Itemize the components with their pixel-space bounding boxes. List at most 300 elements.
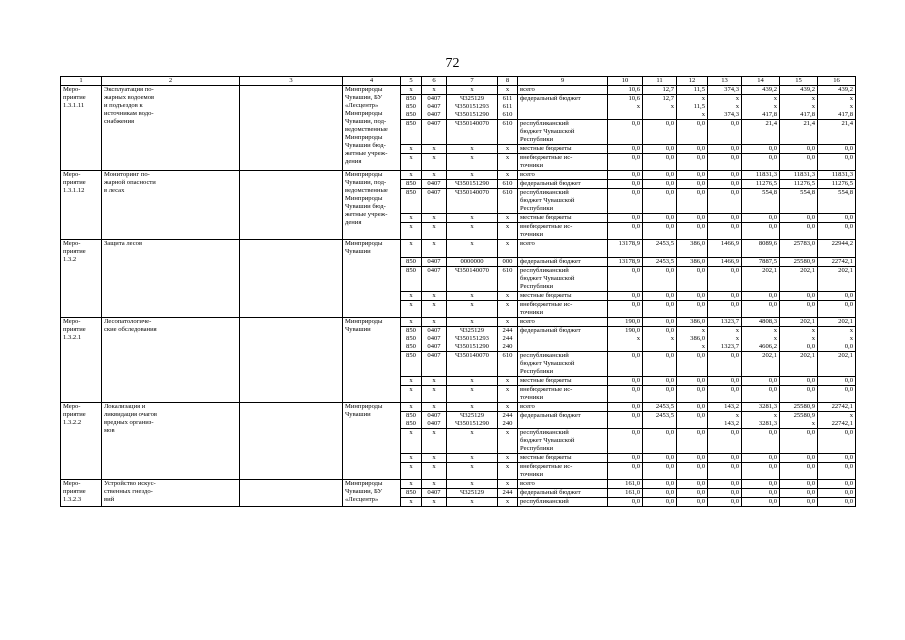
amount-cell: 0,0 <box>818 214 856 223</box>
amount-cell: 0,0 <box>780 214 818 223</box>
amount-cell: 0,0 <box>677 429 708 454</box>
expense-type-cell: x <box>498 429 518 454</box>
amount-cell: 0,0 <box>742 429 780 454</box>
section-code-cell: x <box>422 498 447 507</box>
amount-cell: 0,0 <box>643 120 677 145</box>
amount-cell: 0,0 <box>677 120 708 145</box>
amount-cell: 0,0 <box>780 498 818 507</box>
funding-source-cell: местные бюджеты <box>518 292 608 301</box>
amount-cell: 0,0 <box>780 480 818 489</box>
section-code-cell: 0407 0407 <box>422 412 447 429</box>
amount-cell: 0,0 <box>608 498 643 507</box>
amount-cell: 0,0 <box>818 498 856 507</box>
amount-cell: 0,0 <box>677 386 708 403</box>
amount-cell: 202,1 <box>818 267 856 292</box>
event-name-cell: Мониторинг по- жарной опасности в лесах <box>102 171 240 240</box>
amount-cell: 22742,1 <box>818 258 856 267</box>
amount-cell: 0,0 <box>608 267 643 292</box>
header-cell-2: 2 <box>102 77 240 86</box>
grbs-code-cell: x <box>401 223 422 240</box>
target-article-cell: x <box>447 318 498 327</box>
amount-cell: 7887,5 <box>742 258 780 267</box>
amount-cell: 190,0 x <box>608 327 643 352</box>
expense-type-cell: 610 <box>498 352 518 377</box>
amount-cell: 8089,6 <box>742 240 780 258</box>
target-article-cell: x <box>447 498 498 507</box>
amount-cell: 0,0 <box>818 454 856 463</box>
target-article-cell: x <box>447 454 498 463</box>
amount-cell: 0,0 <box>643 301 677 318</box>
grbs-code-cell: x <box>401 454 422 463</box>
grbs-code-cell: 850 850 <box>401 412 422 429</box>
amount-cell: 0,0 <box>818 145 856 154</box>
header-cell-6: 6 <box>422 77 447 86</box>
table-row <box>61 171 856 180</box>
amount-cell: 439,2 <box>818 86 856 95</box>
amount-cell: 0,0 <box>708 223 742 240</box>
funding-source-cell: местные бюджеты <box>518 214 608 223</box>
amount-cell: 21,4 <box>742 120 780 145</box>
amount-cell: 0,0 <box>708 454 742 463</box>
amount-cell: 0,0 <box>780 429 818 454</box>
amount-cell: 25580,9 <box>780 403 818 412</box>
amount-cell: 11276,5 <box>742 180 780 189</box>
funding-source-cell: внебюджетные ис- точники <box>518 154 608 171</box>
event-code-cell: Меро- приятие 1.3.2 <box>61 240 102 318</box>
amount-cell: 21,4 <box>780 120 818 145</box>
amount-cell: 0,0 <box>818 301 856 318</box>
amount-cell: 0,0 <box>608 214 643 223</box>
amount-cell: 11831,3 <box>742 171 780 180</box>
amount-cell: 0,0 <box>643 498 677 507</box>
section-code-cell: x <box>422 480 447 489</box>
amount-cell: 0,0 <box>608 180 643 189</box>
funding-source-cell: всего <box>518 171 608 180</box>
amount-cell: 0,0 <box>708 154 742 171</box>
amount-cell: 2453,5 <box>643 412 677 429</box>
expense-type-cell: x <box>498 463 518 480</box>
amount-cell: 0,0 <box>818 463 856 480</box>
header-cell-15: 15 <box>780 77 818 86</box>
amount-cell: 386,0 <box>677 318 708 327</box>
amount-cell: 0,0 <box>677 403 708 412</box>
amount-cell: 4808,3 <box>742 318 780 327</box>
executor-cell: Минприроды Чувашии, под- ведомственные Минприроды Чувашии бюд- жетные учреж- дения <box>343 171 401 240</box>
amount-cell: x x 417,8 <box>780 95 818 120</box>
funding-source-cell: внебюджетные ис- точники <box>518 301 608 318</box>
section-code-cell: x <box>422 223 447 240</box>
amount-cell: 13178,9 <box>608 240 643 258</box>
expense-type-cell: x <box>498 301 518 318</box>
funding-source-cell: республиканский бюджет Чувашской Республики <box>518 267 608 292</box>
amount-cell: 0,0 <box>742 214 780 223</box>
grbs-code-cell: 850 <box>401 180 422 189</box>
amount-cell: 0,0 <box>608 429 643 454</box>
amount-cell: 554,8 <box>818 189 856 214</box>
section-code-cell: x <box>422 301 447 318</box>
amount-cell: 0,0 <box>780 223 818 240</box>
amount-cell: 0,0 <box>818 429 856 454</box>
expense-type-cell: 610 <box>498 267 518 292</box>
amount-cell: 0,0 <box>608 352 643 377</box>
section-code-cell: 0407 <box>422 352 447 377</box>
funding-source-cell: всего <box>518 86 608 95</box>
amount-cell: 11,5 <box>677 86 708 95</box>
target-article-cell: x <box>447 386 498 403</box>
amount-cell: 0,0 <box>818 292 856 301</box>
funding-source-cell: республиканский бюджет Чувашской Республики <box>518 352 608 377</box>
grbs-code-cell: x <box>401 498 422 507</box>
section-code-cell: 0407 <box>422 189 447 214</box>
amount-cell: 161,0 <box>608 489 643 498</box>
header-cell-11: 11 <box>643 77 677 86</box>
amount-cell: 25580,9 <box>780 258 818 267</box>
target-article-cell: Ч325129 Ч350151293 Ч350151290 <box>447 95 498 120</box>
page-number: 72 <box>445 56 460 71</box>
amount-cell: 0,0 <box>818 386 856 403</box>
amount-cell: 0,0 <box>608 386 643 403</box>
amount-cell: 11831,3 <box>780 171 818 180</box>
budget-table <box>60 76 856 507</box>
target-article-cell: Ч325129 <box>447 489 498 498</box>
grbs-code-cell: 850 <box>401 267 422 292</box>
section-code-cell: 0407 0407 0407 <box>422 95 447 120</box>
amount-cell: x 386,0 x <box>677 327 708 352</box>
header-cell-9: 9 <box>518 77 608 86</box>
funding-source-cell: всего <box>518 403 608 412</box>
amount-cell: 25783,0 <box>780 240 818 258</box>
funding-source-cell: республиканский бюджет Чувашской Республики <box>518 189 608 214</box>
amount-cell: 0,0 <box>818 154 856 171</box>
funding-source-cell: местные бюджеты <box>518 145 608 154</box>
target-article-cell: x <box>447 86 498 95</box>
table-row <box>61 403 856 412</box>
amount-cell: 10,6 x <box>608 95 643 120</box>
amount-cell: 0,0 <box>780 463 818 480</box>
amount-cell: 0,0 <box>708 145 742 154</box>
amount-cell: 0,0 <box>643 318 677 327</box>
amount-cell: 0,0 <box>677 145 708 154</box>
event-name-cell: Лесопатологиче- ские обследования <box>102 318 240 403</box>
target-article-cell: Ч350151290 <box>447 180 498 189</box>
funding-source-cell: внебюджетные ис- точники <box>518 386 608 403</box>
table-row <box>61 240 856 258</box>
target-article-cell: Ч325129 Ч350151293 Ч350151290 <box>447 327 498 352</box>
amount-cell: 0,0 <box>608 154 643 171</box>
amount-cell: 0,0 <box>780 386 818 403</box>
amount-cell: 0,0 <box>708 171 742 180</box>
section-code-cell: x <box>422 377 447 386</box>
grbs-code-cell: x <box>401 429 422 454</box>
amount-cell: 374,3 <box>708 86 742 95</box>
amount-cell: 0,0 <box>742 154 780 171</box>
funding-source-cell: республиканский <box>518 498 608 507</box>
expense-type-cell: 244 <box>498 489 518 498</box>
amount-cell: 0,0 <box>608 292 643 301</box>
table-row <box>61 480 856 489</box>
amount-cell: 0,0 <box>608 454 643 463</box>
amount-cell: 0,0 <box>677 223 708 240</box>
target-article-cell: x <box>447 223 498 240</box>
section-code-cell: x <box>422 318 447 327</box>
expense-type-cell: x <box>498 154 518 171</box>
funding-source-cell: всего <box>518 318 608 327</box>
amount-cell: 0,0 <box>708 267 742 292</box>
funding-source-cell: внебюджетные ис- точники <box>518 463 608 480</box>
expense-type-cell: 610 <box>498 180 518 189</box>
amount-cell: 0,0 <box>742 386 780 403</box>
amount-cell: 202,1 <box>780 267 818 292</box>
section-code-cell: x <box>422 292 447 301</box>
grbs-code-cell: x <box>401 403 422 412</box>
column-3-cell <box>240 318 343 403</box>
amount-cell: 0,0 <box>742 223 780 240</box>
amount-cell: 202,1 <box>742 352 780 377</box>
grbs-code-cell: 850 <box>401 489 422 498</box>
amount-cell: 0,0 <box>780 489 818 498</box>
expense-type-cell: x <box>498 171 518 180</box>
grbs-code-cell: 850 <box>401 352 422 377</box>
amount-cell: 0,0 <box>708 301 742 318</box>
amount-cell: 0,0 <box>643 171 677 180</box>
target-article-cell: Ч350140070 <box>447 120 498 145</box>
target-article-cell: x <box>447 145 498 154</box>
event-code-cell: Меро- приятие 1.3.2.2 <box>61 403 102 480</box>
grbs-code-cell: x <box>401 463 422 480</box>
amount-cell: 13178,9 <box>608 258 643 267</box>
grbs-code-cell: 850 <box>401 258 422 267</box>
event-name-cell: Устройство искус- ственных гнездо- вий <box>102 480 240 507</box>
event-name-cell: Защита лесов <box>102 240 240 318</box>
event-code-cell: Меро- приятие 1.3.2.1 <box>61 318 102 403</box>
amount-cell: 554,8 <box>780 189 818 214</box>
amount-cell: 0,0 <box>677 189 708 214</box>
amount-cell: 439,2 <box>742 86 780 95</box>
grbs-code-cell: 850 850 850 <box>401 95 422 120</box>
amount-cell: 0,0 <box>677 267 708 292</box>
amount-cell: 0,0 <box>677 214 708 223</box>
grbs-code-cell: x <box>401 377 422 386</box>
amount-cell: 0,0 <box>677 498 708 507</box>
amount-cell: 0,0 <box>780 292 818 301</box>
section-code-cell: x <box>422 429 447 454</box>
amount-cell: 0,0 <box>608 189 643 214</box>
section-code-cell: 0407 <box>422 120 447 145</box>
amount-cell: x x 417,8 <box>742 95 780 120</box>
amount-cell: 0,0 <box>643 154 677 171</box>
target-article-cell: 0000000 <box>447 258 498 267</box>
grbs-code-cell: x <box>401 171 422 180</box>
section-code-cell: x <box>422 454 447 463</box>
amount-cell: 0,0 <box>742 292 780 301</box>
grbs-code-cell: x <box>401 240 422 258</box>
event-code-cell: Меро- приятие 1.3.1.11 <box>61 86 102 171</box>
funding-source-cell: федеральный бюджет <box>518 412 608 429</box>
funding-source-cell: федеральный бюджет <box>518 327 608 352</box>
section-code-cell: x <box>422 171 447 180</box>
executor-cell: Минприроды Чувашии <box>343 240 401 318</box>
amount-cell: 0,0 <box>742 454 780 463</box>
expense-type-cell: x <box>498 145 518 154</box>
amount-cell: 0,0 <box>742 489 780 498</box>
amount-cell: 202,1 <box>818 352 856 377</box>
expense-type-cell: x <box>498 223 518 240</box>
amount-cell: 0,0 <box>742 145 780 154</box>
header-cell-16: 16 <box>818 77 856 86</box>
target-article-cell: x <box>447 403 498 412</box>
amount-cell: 0,0 <box>608 412 643 429</box>
header-cell-13: 13 <box>708 77 742 86</box>
section-code-cell: x <box>422 463 447 480</box>
amount-cell: 0,0 <box>677 463 708 480</box>
funding-source-cell: федеральный бюджет <box>518 489 608 498</box>
funding-source-cell: федеральный бюджет <box>518 258 608 267</box>
funding-source-cell: всего <box>518 480 608 489</box>
column-3-cell <box>240 480 343 507</box>
section-code-cell: x <box>422 240 447 258</box>
amount-cell: 12,7 x <box>643 95 677 120</box>
amount-cell: x 3281,3 <box>742 412 780 429</box>
amount-cell: 0,0 <box>677 154 708 171</box>
target-article-cell: x <box>447 154 498 171</box>
amount-cell: 0,0 <box>677 352 708 377</box>
expense-type-cell: x <box>498 292 518 301</box>
header-cell-14: 14 <box>742 77 780 86</box>
amount-cell: 11276,5 <box>818 180 856 189</box>
expense-type-cell: 244 240 <box>498 412 518 429</box>
amount-cell: 0,0 <box>742 498 780 507</box>
amount-cell: 386,0 <box>677 258 708 267</box>
amount-cell: 0,0 <box>708 386 742 403</box>
target-article-cell: x <box>447 292 498 301</box>
target-article-cell: x <box>447 377 498 386</box>
column-3-cell <box>240 403 343 480</box>
amount-cell: 0,0 <box>780 454 818 463</box>
amount-cell: 0,0 <box>608 145 643 154</box>
amount-cell: 0,0 <box>708 189 742 214</box>
amount-cell: 0,0 <box>708 180 742 189</box>
expense-type-cell: x <box>498 403 518 412</box>
target-article-cell: x <box>447 463 498 480</box>
grbs-code-cell: x <box>401 154 422 171</box>
event-name-cell: Локализация и ликвидация очагов вредных организ- мов <box>102 403 240 480</box>
executor-cell: Минприроды Чувашии, БУ «Лесцентр» <box>343 480 401 507</box>
amount-cell: 202,1 <box>742 267 780 292</box>
grbs-code-cell: x <box>401 145 422 154</box>
executor-cell: Минприроды Чувашии, БУ «Лесцентр» Минприроды Чувашии, под- ведомственные Минприроды Чувашии бюд- жетные учреж- дения <box>343 86 401 171</box>
section-code-cell: x <box>422 403 447 412</box>
grbs-code-cell: x <box>401 480 422 489</box>
grbs-code-cell: 850 850 850 <box>401 327 422 352</box>
amount-cell: 22742,1 <box>818 403 856 412</box>
target-article-cell: x <box>447 301 498 318</box>
amount-cell: 1466,9 <box>708 258 742 267</box>
amount-cell: 143,2 <box>708 403 742 412</box>
target-article-cell: x <box>447 240 498 258</box>
expense-type-cell: x <box>498 454 518 463</box>
grbs-code-cell: x <box>401 301 422 318</box>
amount-cell: 0,0 <box>742 463 780 480</box>
target-article-cell: x <box>447 171 498 180</box>
amount-cell: x x 0,0 <box>818 327 856 352</box>
event-name-cell: Эксплуатация по- жарных водоемов и подъездов к источникам водо- снабжения <box>102 86 240 171</box>
amount-cell: 0,0 <box>742 301 780 318</box>
amount-cell: 12,7 <box>643 86 677 95</box>
amount-cell: 0,0 <box>708 498 742 507</box>
amount-cell: 0,0 <box>708 120 742 145</box>
amount-cell: 0,0 <box>780 377 818 386</box>
amount-cell: 0,0 <box>677 454 708 463</box>
header-cell-7: 7 <box>447 77 498 86</box>
expense-type-cell: x <box>498 318 518 327</box>
amount-cell: 11276,5 <box>780 180 818 189</box>
section-code-cell: 0407 <box>422 267 447 292</box>
amount-cell: 0,0 <box>643 429 677 454</box>
header-cell-8: 8 <box>498 77 518 86</box>
amount-cell: 0,0 <box>780 145 818 154</box>
amount-cell: 11831,3 <box>818 171 856 180</box>
amount-cell: 0,0 <box>677 171 708 180</box>
amount-cell: 0,0 <box>608 120 643 145</box>
amount-cell: x x 417,8 <box>818 95 856 120</box>
amount-cell: 0,0 <box>780 301 818 318</box>
header-cell-4: 4 <box>343 77 401 86</box>
amount-cell: x x 374,3 <box>708 95 742 120</box>
amount-cell: x 22742,1 <box>818 412 856 429</box>
target-article-cell: x <box>447 429 498 454</box>
section-code-cell: x <box>422 386 447 403</box>
funding-source-cell: федеральный бюджет <box>518 95 608 120</box>
amount-cell: 21,4 <box>818 120 856 145</box>
header-row <box>61 77 856 86</box>
amount-cell: 0,0 <box>643 145 677 154</box>
amount-cell: 0,0 <box>643 214 677 223</box>
funding-source-cell: местные бюджеты <box>518 377 608 386</box>
amount-cell: 0,0 <box>677 292 708 301</box>
amount-cell: 0,0 <box>643 267 677 292</box>
header-cell-10: 10 <box>608 77 643 86</box>
amount-cell: 0,0 <box>608 223 643 240</box>
amount-cell: 202,1 <box>780 352 818 377</box>
amount-cell: 0,0 <box>643 377 677 386</box>
amount-cell: 0,0 <box>643 386 677 403</box>
expense-type-cell: 244 244 240 <box>498 327 518 352</box>
amount-cell: 0,0 <box>643 352 677 377</box>
funding-source-cell: местные бюджеты <box>518 454 608 463</box>
amount-cell: 0,0 <box>708 463 742 480</box>
amount-cell: 1323,7 <box>708 318 742 327</box>
expense-type-cell: 000 <box>498 258 518 267</box>
grbs-code-cell: x <box>401 214 422 223</box>
amount-cell: 0,0 <box>643 463 677 480</box>
amount-cell: 0,0 <box>818 377 856 386</box>
amount-cell: 25580,9 x <box>780 412 818 429</box>
amount-cell: 0,0 <box>643 454 677 463</box>
amount-cell: 0,0 <box>677 412 708 429</box>
amount-cell: 0,0 <box>780 154 818 171</box>
amount-cell: x 11,5 x <box>677 95 708 120</box>
expense-type-cell: x <box>498 214 518 223</box>
section-code-cell: 0407 <box>422 489 447 498</box>
amount-cell: 0,0 <box>708 480 742 489</box>
funding-source-cell: внебюджетные ис- точники <box>518 223 608 240</box>
grbs-code-cell: x <box>401 292 422 301</box>
amount-cell: 0,0 <box>643 292 677 301</box>
amount-cell: x x 1323,7 <box>708 327 742 352</box>
section-code-cell: 0407 0407 0407 <box>422 327 447 352</box>
executor-cell: Минприроды Чувашии <box>343 318 401 403</box>
amount-cell: 0,0 <box>677 377 708 386</box>
